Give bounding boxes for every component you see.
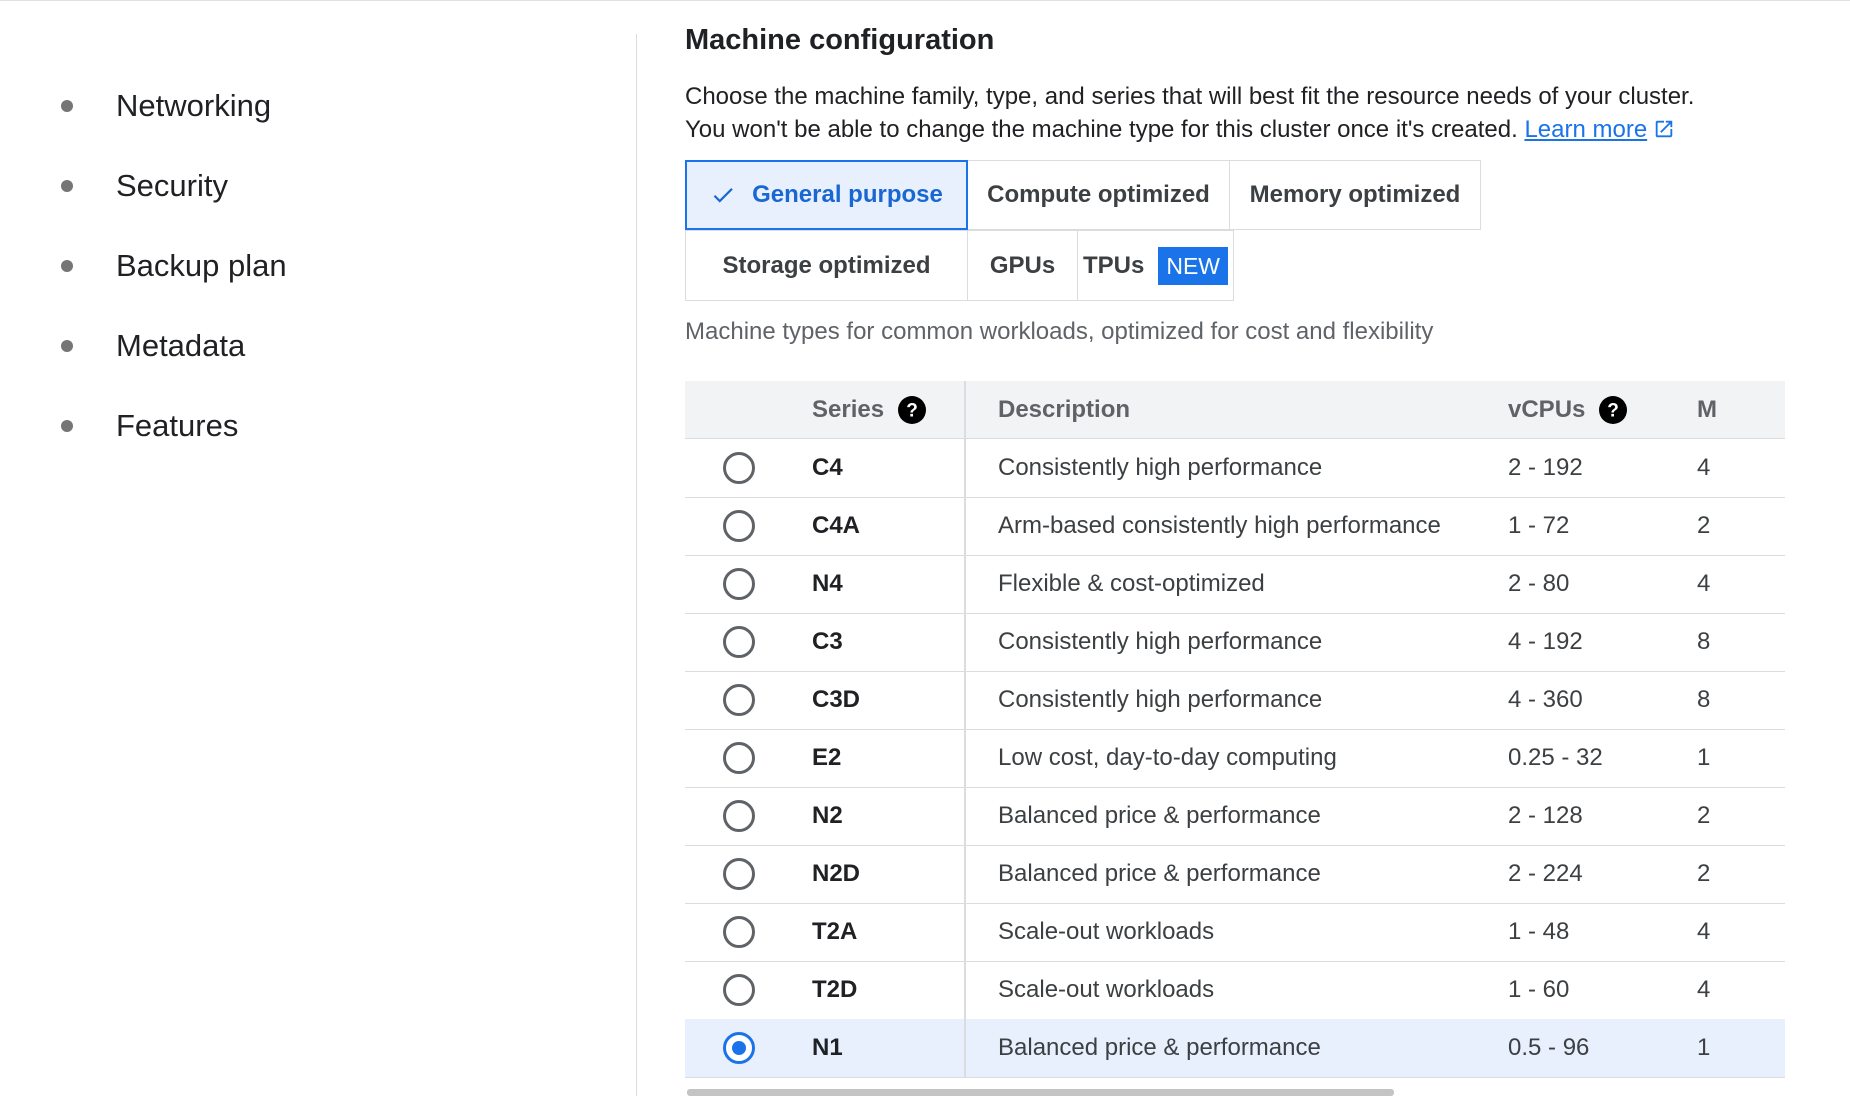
family-subtitle: Machine types for common workloads, optimized for cost and flexibility [685, 318, 1434, 345]
table-row[interactable] [685, 671, 1785, 730]
series-cell: C4 [812, 454, 843, 481]
memory-cell: 8 [1697, 628, 1711, 655]
learn-more-link[interactable] [1524, 116, 1675, 143]
header-label: vCPUs [1508, 395, 1586, 423]
series-radio-button[interactable] [723, 510, 755, 542]
vcpus-cell: 1 - 48 [1508, 918, 1570, 945]
series-radio-button[interactable] [723, 626, 755, 658]
table-row[interactable] [685, 555, 1785, 614]
series-radio-button[interactable] [723, 974, 755, 1006]
check-icon [710, 182, 736, 208]
description-cell: Balanced price & performance [998, 802, 1321, 829]
series-radio-button[interactable] [723, 452, 755, 484]
tab-general-purpose[interactable] [685, 160, 968, 230]
table-row[interactable] [685, 903, 1785, 962]
vcpus-cell: 1 - 72 [1508, 512, 1570, 539]
series-radio-button[interactable] [723, 1032, 755, 1064]
tab-label: Memory optimized [1249, 181, 1461, 208]
table-row[interactable] [685, 497, 1785, 556]
memory-cell: 2 [1697, 802, 1711, 829]
header-label: M [1697, 395, 1717, 423]
column-separator [964, 381, 966, 1077]
description-cell: Flexible & cost-optimized [998, 570, 1265, 597]
vcpus-cell: 2 - 224 [1508, 860, 1583, 887]
memory-cell: 4 [1697, 976, 1711, 1003]
section-title: Machine configuration [685, 24, 995, 56]
tab-label: Compute optimized [987, 181, 1210, 208]
description-cell: Consistently high performance [998, 628, 1323, 655]
tab-label: TPUs [1082, 251, 1145, 279]
vcpus-cell: 0.25 - 32 [1508, 744, 1603, 771]
sidebar-item-networking[interactable] [0, 86, 520, 126]
vcpus-cell: 2 - 192 [1508, 454, 1583, 481]
series-cell: N1 [812, 1034, 843, 1061]
series-cell: N4 [812, 570, 843, 597]
sidebar-nav [0, 0, 540, 1096]
series-cell: C3 [812, 628, 843, 655]
memory-cell: 8 [1697, 686, 1711, 713]
sidebar-item-features[interactable] [0, 406, 520, 446]
help-icon[interactable] [1599, 396, 1627, 424]
column-header-memory[interactable] [1697, 381, 1717, 438]
table-row[interactable] [685, 439, 1785, 498]
memory-cell: 1 [1697, 744, 1711, 771]
header-label: Series [812, 395, 885, 423]
bullet-icon [61, 180, 73, 192]
vcpus-cell: 2 - 128 [1508, 802, 1583, 829]
description-cell: Balanced price & performance [998, 860, 1321, 887]
sidebar-item-security[interactable] [0, 166, 520, 206]
bullet-icon [61, 340, 73, 352]
column-header-description[interactable] [998, 381, 1130, 438]
memory-cell: 1 [1697, 1034, 1711, 1061]
tab-label: GPUs [989, 251, 1056, 279]
table-row[interactable] [685, 613, 1785, 672]
series-cell: T2A [812, 918, 858, 945]
description-cell: Low cost, day-to-day computing [998, 744, 1337, 771]
tab-gpus[interactable] [967, 230, 1078, 301]
series-cell: T2D [812, 976, 858, 1003]
description-line-2-text: You won't be able to change the machine type for this cluster once it's created. [685, 116, 1518, 143]
memory-cell: 4 [1697, 570, 1711, 597]
bullet-icon [61, 260, 73, 272]
learn-more-label: Learn more [1524, 116, 1648, 143]
table-header [685, 381, 1785, 439]
svg-text:?: ? [906, 400, 918, 421]
bullet-icon [61, 100, 73, 112]
description-line-1: Choose the machine family, type, and series that will best fit the resource needs of your cluster. [685, 83, 1695, 110]
help-icon[interactable] [898, 396, 926, 424]
sidebar-item-metadata[interactable] [0, 326, 520, 366]
sidebar-item-label: Networking [116, 88, 272, 123]
vcpus-cell: 0.5 - 96 [1508, 1034, 1590, 1061]
series-radio-button[interactable] [723, 568, 755, 600]
description-cell: Arm-based consistently high performance [998, 512, 1441, 539]
vcpus-cell: 1 - 60 [1508, 976, 1570, 1003]
sidebar-item-backup-plan[interactable] [0, 246, 520, 286]
table-row[interactable] [685, 845, 1785, 904]
tab-label: General purpose [752, 181, 943, 208]
svg-text:?: ? [1607, 400, 1620, 421]
header-label: Description [998, 395, 1131, 423]
table-row[interactable] [685, 787, 1785, 846]
horizontal-scrollbar[interactable] [687, 1089, 1394, 1096]
description-cell: Consistently high performance [998, 454, 1323, 481]
series-cell: C3D [812, 686, 861, 713]
vcpus-cell: 2 - 80 [1508, 570, 1570, 597]
description-cell: Scale-out workloads [998, 918, 1215, 945]
series-cell: N2D [812, 860, 861, 887]
sidebar-item-label: Metadata [116, 328, 246, 363]
vcpus-cell: 4 - 360 [1508, 686, 1583, 713]
series-cell: N2 [812, 802, 843, 829]
new-badge: NEW [1158, 247, 1228, 285]
memory-cell: 4 [1697, 454, 1711, 481]
tab-label: Storage optimized [722, 251, 931, 279]
sidebar-item-label: Security [116, 168, 228, 203]
sidebar-divider [636, 34, 637, 1096]
series-radio-button[interactable] [723, 742, 755, 774]
description-cell: Consistently high performance [998, 686, 1323, 713]
bullet-icon [61, 420, 73, 432]
sidebar-item-label: Features [116, 408, 239, 443]
series-table [685, 381, 1717, 1096]
tab-storage-optimized[interactable] [685, 230, 968, 301]
description-cell: Balanced price & performance [998, 1034, 1321, 1061]
series-radio-button[interactable] [723, 800, 755, 832]
memory-cell: 2 [1697, 512, 1711, 539]
series-radio-button[interactable] [723, 858, 755, 890]
sidebar-item-label: Backup plan [116, 248, 287, 283]
open-in-new-icon [1653, 118, 1675, 140]
table-row[interactable] [685, 1019, 1785, 1078]
section-description [685, 80, 1694, 146]
table-row[interactable] [685, 961, 1785, 1020]
memory-cell: 4 [1697, 918, 1711, 945]
tab-memory-optimized[interactable] [1229, 160, 1481, 230]
column-header-vcpus[interactable] [1508, 381, 1627, 438]
memory-cell: 2 [1697, 860, 1711, 887]
vcpus-cell: 4 - 192 [1508, 628, 1583, 655]
series-radio-button[interactable] [723, 684, 755, 716]
column-header-series[interactable] [812, 381, 926, 438]
series-radio-button[interactable] [723, 916, 755, 948]
series-cell: E2 [812, 744, 842, 771]
description-cell: Scale-out workloads [998, 976, 1215, 1003]
table-row[interactable] [685, 729, 1785, 788]
tab-tpus[interactable] [1077, 230, 1234, 301]
tab-compute-optimized[interactable] [967, 160, 1230, 230]
description-line-2 [685, 113, 1694, 146]
series-cell: C4A [812, 512, 861, 539]
